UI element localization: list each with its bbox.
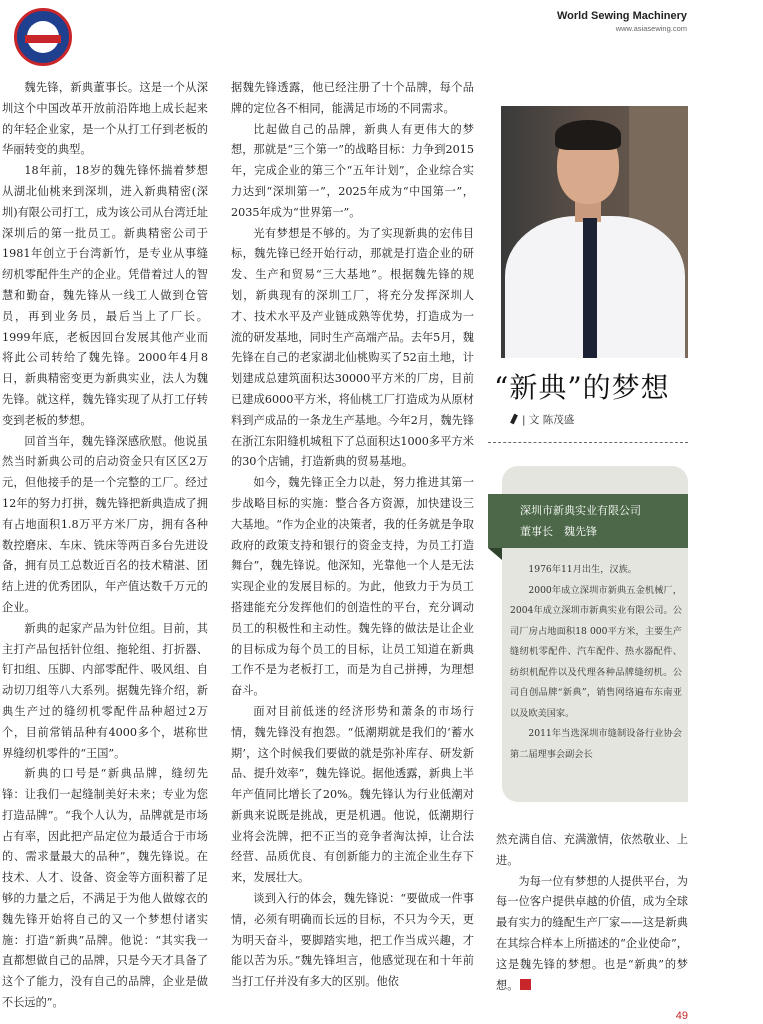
end-mark-icon xyxy=(520,979,531,990)
article-column-2 xyxy=(231,78,474,993)
photo-tie xyxy=(583,218,597,358)
logo-band xyxy=(25,35,61,43)
byline xyxy=(512,412,574,427)
paragraph: 面对目前低迷的经济形势和萧条的市场行情，魏先锋没有抱怨。“低潮期就是我们的‘蓄水期’，这个时候我们要做的就是弥补库存、研发新品、提升效率”，魏先锋说。据他透露，新典上半年产值同比增长了20%。魏先锋认为行业低潮对新典来说既是挑战，更是机遇。他说，低潮期行业将会洗牌，把不正当的竞争者淘汰掉，让合法经营、品质优良、有创新能力的主流企业生存下来，发展壮大。 xyxy=(231,704,474,885)
profile-text xyxy=(510,560,682,765)
magazine-header xyxy=(557,10,687,33)
profile-paragraph: 2000年成立深圳市新典五金机械厂，2004年成立深圳市新典实业有限公司。公司厂房占地面积18 000平方米，主要生产缝纫机零配件、汽车配件、热水器配件、纺织机配件以及代理各种品牌缝纫机。公司自创品牌“新典”，销售网络遍布东南亚以及欧美国家。 xyxy=(510,584,682,719)
pen-icon xyxy=(510,414,518,425)
profile-company: 深圳市新典实业有限公司 xyxy=(520,504,641,517)
paragraph xyxy=(496,872,688,997)
profile-heading xyxy=(520,500,641,542)
magazine-url: www.asiasewing.com xyxy=(615,24,687,33)
article-column-1 xyxy=(2,78,208,1014)
paragraph: 比起做自己的品牌，新典人有更伟大的梦想，那就是“三个第一”的战略目标：力争到2015年，完成企业的第三个“五年计划”，企业综合实力达到“深圳第一”，2025年成为“中国第一”，2035年成为“世界第一”。 xyxy=(231,122,474,219)
profile-band-fold xyxy=(488,548,502,560)
profile-role: 董事长 魏先锋 xyxy=(520,525,597,538)
paragraph: 新典的起家产品为针位组。目前，其主打产品包括针位组、拖轮组、打折器、钉扣组、压脚、内部零配件、吸风组、自动切刀组等八大系列。据魏先锋介绍，新典生产过的缝纫机零配件品种超过2万个，目前常销品种有4000多个，堪称世界缝纫机零件的“王国”。 xyxy=(2,621,208,760)
article-title: “新典”的梦想 xyxy=(494,371,670,404)
paragraph: 如今，魏先锋正全力以赴，努力推进其第一步战略目标的实施：整合各方资源，加快建设三大基地。“作为企业的决策者，我的任务就是争取政府的政策支持和银行的资金支持，为员工打造舞台”，魏先锋说。他深知，光靠他一个人是无法实现企业的发展目标的。为此，他致力于为员工搭建能充分发挥他们的创造性的平台，充分调动员工的积极性和主动性。魏先锋的做法是让企业的目标成为每个员工的目标，让员工知道在新典工作不是为老板打工，而是为自己拼搏，为理想奋斗。 xyxy=(231,476,474,698)
magazine-title: World Sewing Machinery xyxy=(557,10,687,22)
dashed-divider xyxy=(488,442,688,443)
paragraph: 然充满自信、充满激情，依然敬业、上进。 xyxy=(496,833,688,867)
paragraph: 谈到入行的体会，魏先锋说：“要做成一件事情，必须有明确而长远的目标，不只为今天，更为明天奋斗，要脚踏实地，把工作当成兴趣，才能以苦为乐。”魏先锋坦言，他感觉现在和十年前当打工仔并没有多大的区别。他依 xyxy=(231,892,474,989)
profile-paragraph: 1976年11月出生，汉族。 xyxy=(528,564,637,575)
profile-paragraph: 2011年当选深圳市缝制设备行业协会第二届理事会副会长 xyxy=(510,728,682,760)
association-logo xyxy=(14,8,72,66)
paragraph: 魏先锋，新典董事长。这是一个从深圳这个中国改革开放前沿阵地上成长起来的年轻企业家，是一个从打工仔到老板的华丽转变的典型。 xyxy=(2,81,208,157)
paragraph: 回首当年，魏先锋深感欣慰。他说虽然当时新典公司的启动资金只有区区2万元，但他接手的是一个完整的工厂。经过12年的努力打拼，魏先锋把新典造成了拥有占地面积1.8万平方米厂房，拥有各种数控磨床、车床、铣床等两百多台先进设备，拥有员工总数近百名的技术精湛、团结上进的优秀团队，年产值达数千万元的企业。 xyxy=(2,434,208,614)
byline-text: | 文 陈茂盛 xyxy=(522,414,575,426)
paragraph: 新典的口号是“新典品牌，缝纫先锋：让我们一起缝制美好未来；专业为您打造品牌”。“我个人认为，品牌就是市场占有率，因此把产品定位为最适合于市场的、需求量最大的品种”，魏先锋说。在技术、人才、设备、资金等方面积蓄了足够的力量之后，不满足于为他人做嫁衣的魏先锋开始将自己的又一个梦想付诸实施：打造“新典”品牌。他说：“其实我一直都想做自己的品牌，只是今天才具备了这个了能力，没有自己的品牌，企业是做不长远的”。 xyxy=(2,767,208,1010)
portrait-photo xyxy=(501,106,688,358)
article-column-3 xyxy=(496,830,688,996)
page-number: 49 xyxy=(675,1010,688,1022)
paragraph: 光有梦想是不够的。为了实现新典的宏伟目标，魏先锋已经开始行动，那就是打造企业的研发、生产和贸易“三大基地”。根据魏先锋的规划，新典现有的深圳工厂，将充分发挥深圳人才、技术水平及产业链成熟等优势，打造成为一流的研发基地，同时生产高端产品。去年5月，魏先锋在自己的老家湖北仙桃购买了52亩土地，计划建成总建筑面积达30000平方米的厂房，目前已建成6000平方米，将仙桃工厂打造成为从原材料到产成品的一条龙生产基地。今年2月，魏先锋在浙江东阳缝机城租下了总面积达1000多平方米的30个店铺，打造新典的贸易基地。 xyxy=(231,226,474,469)
photo-hair xyxy=(555,120,621,150)
closing-text: 为每一位有梦想的人提供平台，为每一位客户提供卓越的价值，成为全球最有实力的缝配生产厂家——这是新典在其综合样本上所描述的“企业使命”，这是魏先锋的梦想。也是“新典”的梦想。 xyxy=(496,874,688,992)
paragraph: 18年前，18岁的魏先锋怀揣着梦想从湖北仙桃来到深圳，进入新典精密(深圳)有限公司打工，成为该公司从台湾迁址深圳后的第一批员工。新典精密公司于1981年创立于台湾新竹，是专业从事缝纫机零配件生产的企业。凭借着过人的智慧和勤奋，魏先锋从一线工人做到仓管员，再到业务员，最后当上了厂长。1999年底，老板因回台发展其他产业而将此公司转给了魏先锋。2000年4月8日，新典精密变更为新典实业，法人为魏先锋。就这样，魏先锋实现了从打工仔转变到老板的梦想。 xyxy=(2,164,208,427)
paragraph: 据魏先锋透露，他已经注册了十个品牌，每个品牌的定位各不相同，能满足市场的不同需求。 xyxy=(231,81,474,115)
